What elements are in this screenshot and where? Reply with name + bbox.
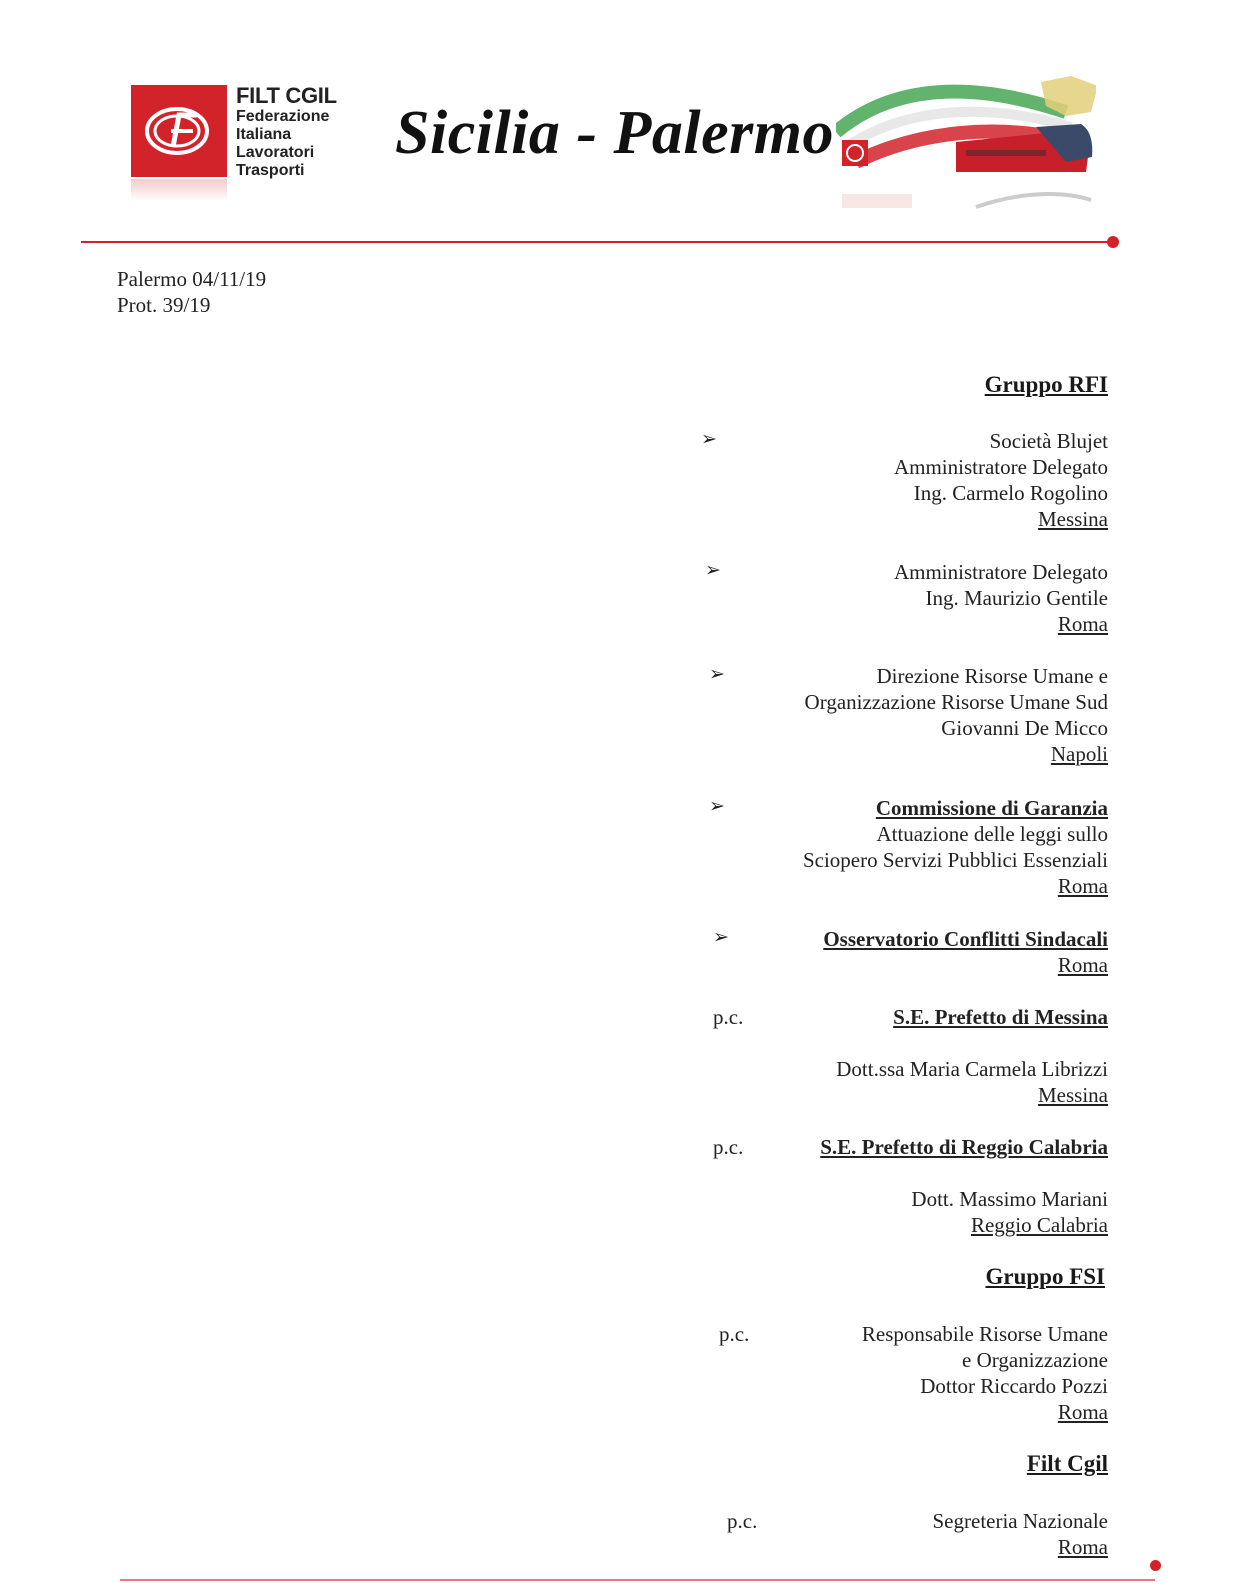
recipient-line: Sciopero Servizi Pubblici Essenziali <box>802 848 1108 872</box>
footer-dot <box>1150 1560 1161 1571</box>
recipient-line: Attuazione delle leggi sullo <box>876 822 1108 846</box>
pc-label: p.c. <box>713 1135 744 1159</box>
recipient-line: e Organizzazione <box>962 1348 1108 1372</box>
recipient-line: Dott.ssa Maria Carmela Librizzi <box>836 1057 1108 1081</box>
recipient-city: Roma <box>1057 874 1108 898</box>
logo-line: Federazione <box>236 108 330 125</box>
recipient-title: S.E. Prefetto di Messina <box>893 1005 1108 1029</box>
recipient-line: Ing. Maurizio Gentile <box>925 586 1108 610</box>
recipient-line: Ing. Carmelo Rogolino <box>913 481 1108 505</box>
recipient-line: Dottor Riccardo Pozzi <box>920 1374 1108 1398</box>
recipient-city: Roma <box>1057 953 1108 977</box>
header-divider <box>81 241 1111 243</box>
letter-date: Palermo 04/11/19 <box>117 267 267 291</box>
recipient-city: Reggio Calabria <box>970 1213 1108 1237</box>
recipient-city: Messina <box>1038 1083 1108 1107</box>
logo-line: Trasporti <box>236 162 305 179</box>
recipient-line: Segreteria Nazionale <box>932 1509 1108 1533</box>
recipient-line: Società Blujet <box>989 429 1108 453</box>
recipient-line: Giovanni De Micco <box>941 716 1108 740</box>
protocol-number: Prot. 39/19 <box>117 293 211 317</box>
footer-divider <box>120 1579 1155 1581</box>
recipient-city: Roma <box>1057 612 1108 636</box>
recipient-city: Roma <box>1057 1400 1108 1424</box>
train-image-icon <box>836 72 1096 212</box>
recipient-title: Commissione di Garanzia <box>875 796 1108 820</box>
recipient-city: Napoli <box>1050 742 1108 766</box>
recipient-city: Roma <box>1057 1535 1108 1559</box>
logo-line: Lavoratori <box>236 144 315 161</box>
pc-label: p.c. <box>719 1322 750 1346</box>
logo-reflection <box>131 179 227 201</box>
page-title: Sicilia - Palermo <box>395 99 835 167</box>
arrow-bullet-icon: ➢ <box>705 560 721 581</box>
recipient-line: Amministratore Delegato <box>893 560 1108 584</box>
train-illustration <box>836 72 1096 212</box>
arrow-bullet-icon: ➢ <box>701 429 717 450</box>
group-heading-filt: Filt Cgil <box>1026 1451 1108 1476</box>
filt-cgil-logo <box>131 85 227 177</box>
group-heading-rfi: Gruppo RFI <box>984 372 1108 397</box>
logo-line: Italiana <box>236 126 292 143</box>
arrow-bullet-icon: ➢ <box>709 664 725 685</box>
recipient-line: Direzione Risorse Umane e <box>876 664 1108 688</box>
recipient-title: S.E. Prefetto di Reggio Calabria <box>820 1135 1108 1159</box>
filt-logo-icon <box>131 85 227 177</box>
recipient-line: Responsabile Risorse Umane <box>861 1322 1108 1346</box>
recipient-line: Organizzazione Risorse Umane Sud <box>804 690 1108 714</box>
recipient-title: Osservatorio Conflitti Sindacali <box>823 927 1108 951</box>
pc-label: p.c. <box>727 1509 758 1533</box>
divider-dot <box>1107 236 1119 248</box>
arrow-bullet-icon: ➢ <box>709 796 725 817</box>
recipient-line: Dott. Massimo Mariani <box>911 1187 1108 1211</box>
group-heading-fsi: Gruppo FSI <box>985 1264 1105 1289</box>
arrow-bullet-icon: ➢ <box>713 927 729 948</box>
logo-wordmark <box>236 84 337 180</box>
recipient-city: Messina <box>1038 507 1108 531</box>
recipient-line: Amministratore Delegato <box>893 455 1108 479</box>
logo-name: FILT CGIL <box>236 83 337 108</box>
pc-label: p.c. <box>713 1005 744 1029</box>
